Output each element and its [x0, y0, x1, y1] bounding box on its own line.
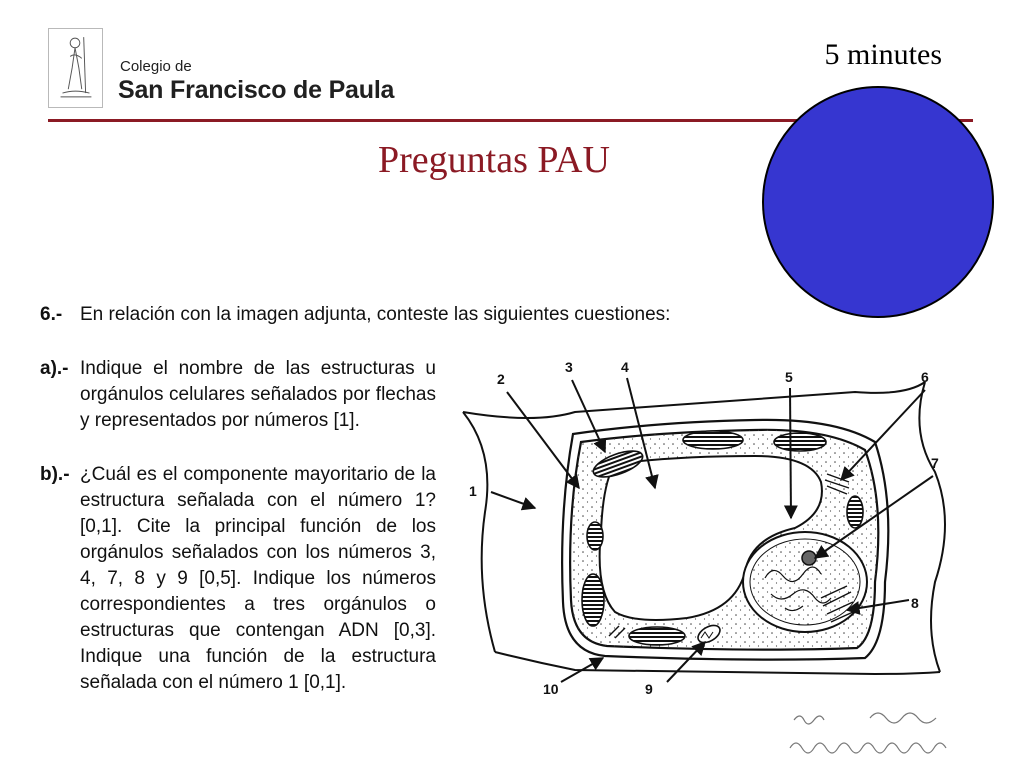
page-title: Preguntas PAU [378, 139, 610, 181]
diagram-label-7: 7 [931, 455, 939, 471]
diagram-label-3: 3 [565, 359, 573, 375]
diagram-label-9: 9 [645, 681, 653, 697]
handwriting-scribble [780, 700, 980, 762]
part-a-label: a).- [40, 358, 69, 379]
diagram-label-5: 5 [785, 369, 793, 385]
plant-cell-diagram [455, 352, 980, 712]
timer-label: 5 minutes [824, 38, 942, 71]
question-number: 6.- [40, 304, 63, 325]
diagram-label-2: 2 [497, 371, 505, 387]
diagram-label-1: 1 [469, 483, 477, 499]
timer-circle-icon [762, 86, 994, 318]
school-name: San Francisco de Paula [118, 76, 395, 104]
diagram-label-6: 6 [921, 369, 929, 385]
diagram-label-8: 8 [911, 595, 919, 611]
part-b-label: b).- [40, 464, 70, 485]
school-name-prefix: Colegio de [120, 58, 192, 75]
diagram-label-4: 4 [621, 359, 629, 375]
question-text: En relación con la imagen adjunta, conteste las siguientes cuestiones: [80, 304, 671, 325]
question-heading [40, 302, 670, 328]
diagram-label-10: 10 [543, 681, 559, 697]
school-emblem-icon [48, 28, 103, 108]
part-b-text: ¿Cuál es el componente mayoritario de la estructura señalada con el número 1? [0,1]. Cite la principal función de los orgánulos señalados con los números 3, 4, 7, 8 y 9 [0,5]. Indique los números correspondientes a tres orgánulos o estructuras que contengan ADN [0,3]. Indique una función de la estructura señalada con el número 1 [0,1]. [80, 464, 436, 693]
part-a-text: Indique el nombre de las estructuras u orgánulos celulares señalados por flechas y representados por números [1]. [80, 358, 436, 431]
